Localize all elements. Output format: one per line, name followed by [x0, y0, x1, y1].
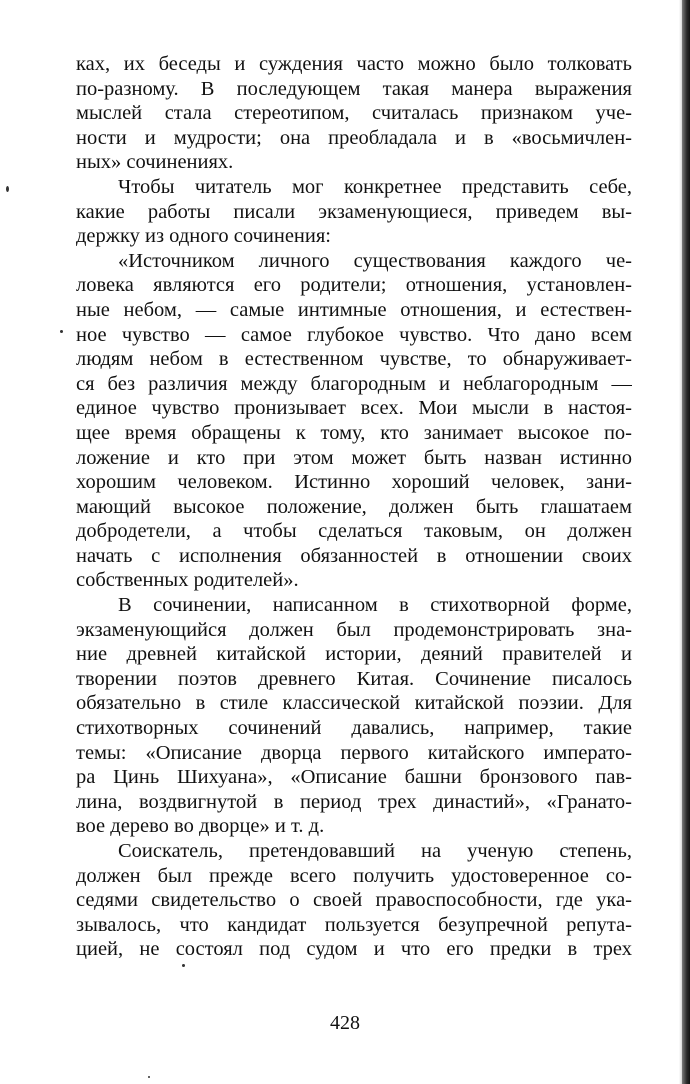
text-line: хорошим человеком. Истинно хороший человек, зани- — [76, 471, 632, 494]
text-line: творении поэтов древнего Китая. Сочинение писалось — [76, 667, 632, 690]
text-line: людям небом в естественном чувстве, то обнаруживает- — [76, 348, 632, 371]
text-line: ловека являются его родители; отношения, установлен- — [76, 274, 632, 297]
text-line: ности и мудрости; она преобладала и в «восьмичлен- — [76, 126, 632, 149]
text-line: щее время обращены к тому, кто занимает высокое по- — [76, 421, 632, 444]
text-line: ные небом, — самые интимные отношения, и естествен- — [76, 298, 632, 321]
page-edge-shadow — [682, 0, 690, 1084]
scan-speck — [60, 330, 63, 333]
text-line: ках, их беседы и суждения часто можно было толковать — [76, 53, 632, 75]
text-line: зывалось, что кандидат пользуется безупречной репута- — [76, 913, 632, 936]
text-line: ра Цинь Шихуана», «Описание башни бронзового пав- — [76, 766, 632, 789]
body-text — [76, 52, 632, 962]
text-line: обязательно в стиле классической китайской поэзии. Для — [76, 692, 632, 715]
text-line: ние древней китайской истории, деяний правителей и — [76, 643, 632, 666]
text-line: по-разному. В последующем такая манера выражения — [76, 77, 632, 100]
text-line: ное чувство — самое глубокое чувство. Что дано всем — [76, 323, 632, 346]
paragraph — [76, 175, 632, 249]
text-line: лина, воздвигнутой в период трех династий», «Гранато- — [76, 790, 632, 813]
paragraph — [76, 249, 632, 593]
text-line: должен был прежде всего получить удостоверенное со- — [76, 864, 632, 887]
text-line: ных» сочинениях. — [76, 151, 234, 174]
text-line: начать с исполнения обязанностей в отношении своих — [76, 544, 632, 567]
text-line: Соискатель, претендовавший на ученую степень, — [118, 840, 632, 862]
text-line: добродетели, а чтобы сделаться таковым, он должен — [76, 520, 632, 543]
paragraph — [76, 839, 632, 962]
text-line: экзаменующийся должен был продемонстрировать зна- — [76, 618, 632, 641]
scan-speck — [6, 186, 9, 192]
page-number: 428 — [330, 1012, 360, 1034]
text-line: вое дерево во дворце» и т. д. — [76, 815, 325, 838]
text-line: мающий высокое положение, должен быть глашатаем — [76, 495, 632, 518]
text-line: «Источником личного существования каждого че- — [118, 249, 632, 272]
text-line: седями свидетельство о своей правоспособности, где ука- — [76, 889, 632, 912]
text-line: какие работы писали экзаменующиеся, приведем вы- — [76, 200, 632, 223]
paragraph — [76, 52, 632, 175]
text-line: стихотворных сочинений давались, например, такие — [76, 717, 632, 740]
text-line: ся без различия между благородным и неблагородным — — [76, 372, 632, 395]
text-line: цией, не состоял под судом и что его предки в трех — [76, 938, 632, 961]
paragraph — [76, 593, 632, 839]
scan-speck — [148, 1076, 150, 1078]
text-line: В сочинении, написанном в стихотворной форме, — [118, 594, 632, 617]
text-line: единое чувство пронизывает всех. Мои мысли в настоя- — [76, 397, 632, 420]
text-line: держку из одного сочинения: — [76, 225, 331, 248]
text-line: собственных родителей». — [76, 569, 299, 592]
text-line: темы: «Описание дворца первого китайского императо- — [76, 741, 632, 764]
text-line: Чтобы читатель мог конкретнее представить себе, — [118, 175, 632, 198]
text-line: ложение и кто при этом может быть назван истинно — [76, 446, 632, 469]
scan-speck — [182, 964, 185, 967]
text-line: мыслей стала стереотипом, считалась признаком уче- — [76, 102, 632, 125]
